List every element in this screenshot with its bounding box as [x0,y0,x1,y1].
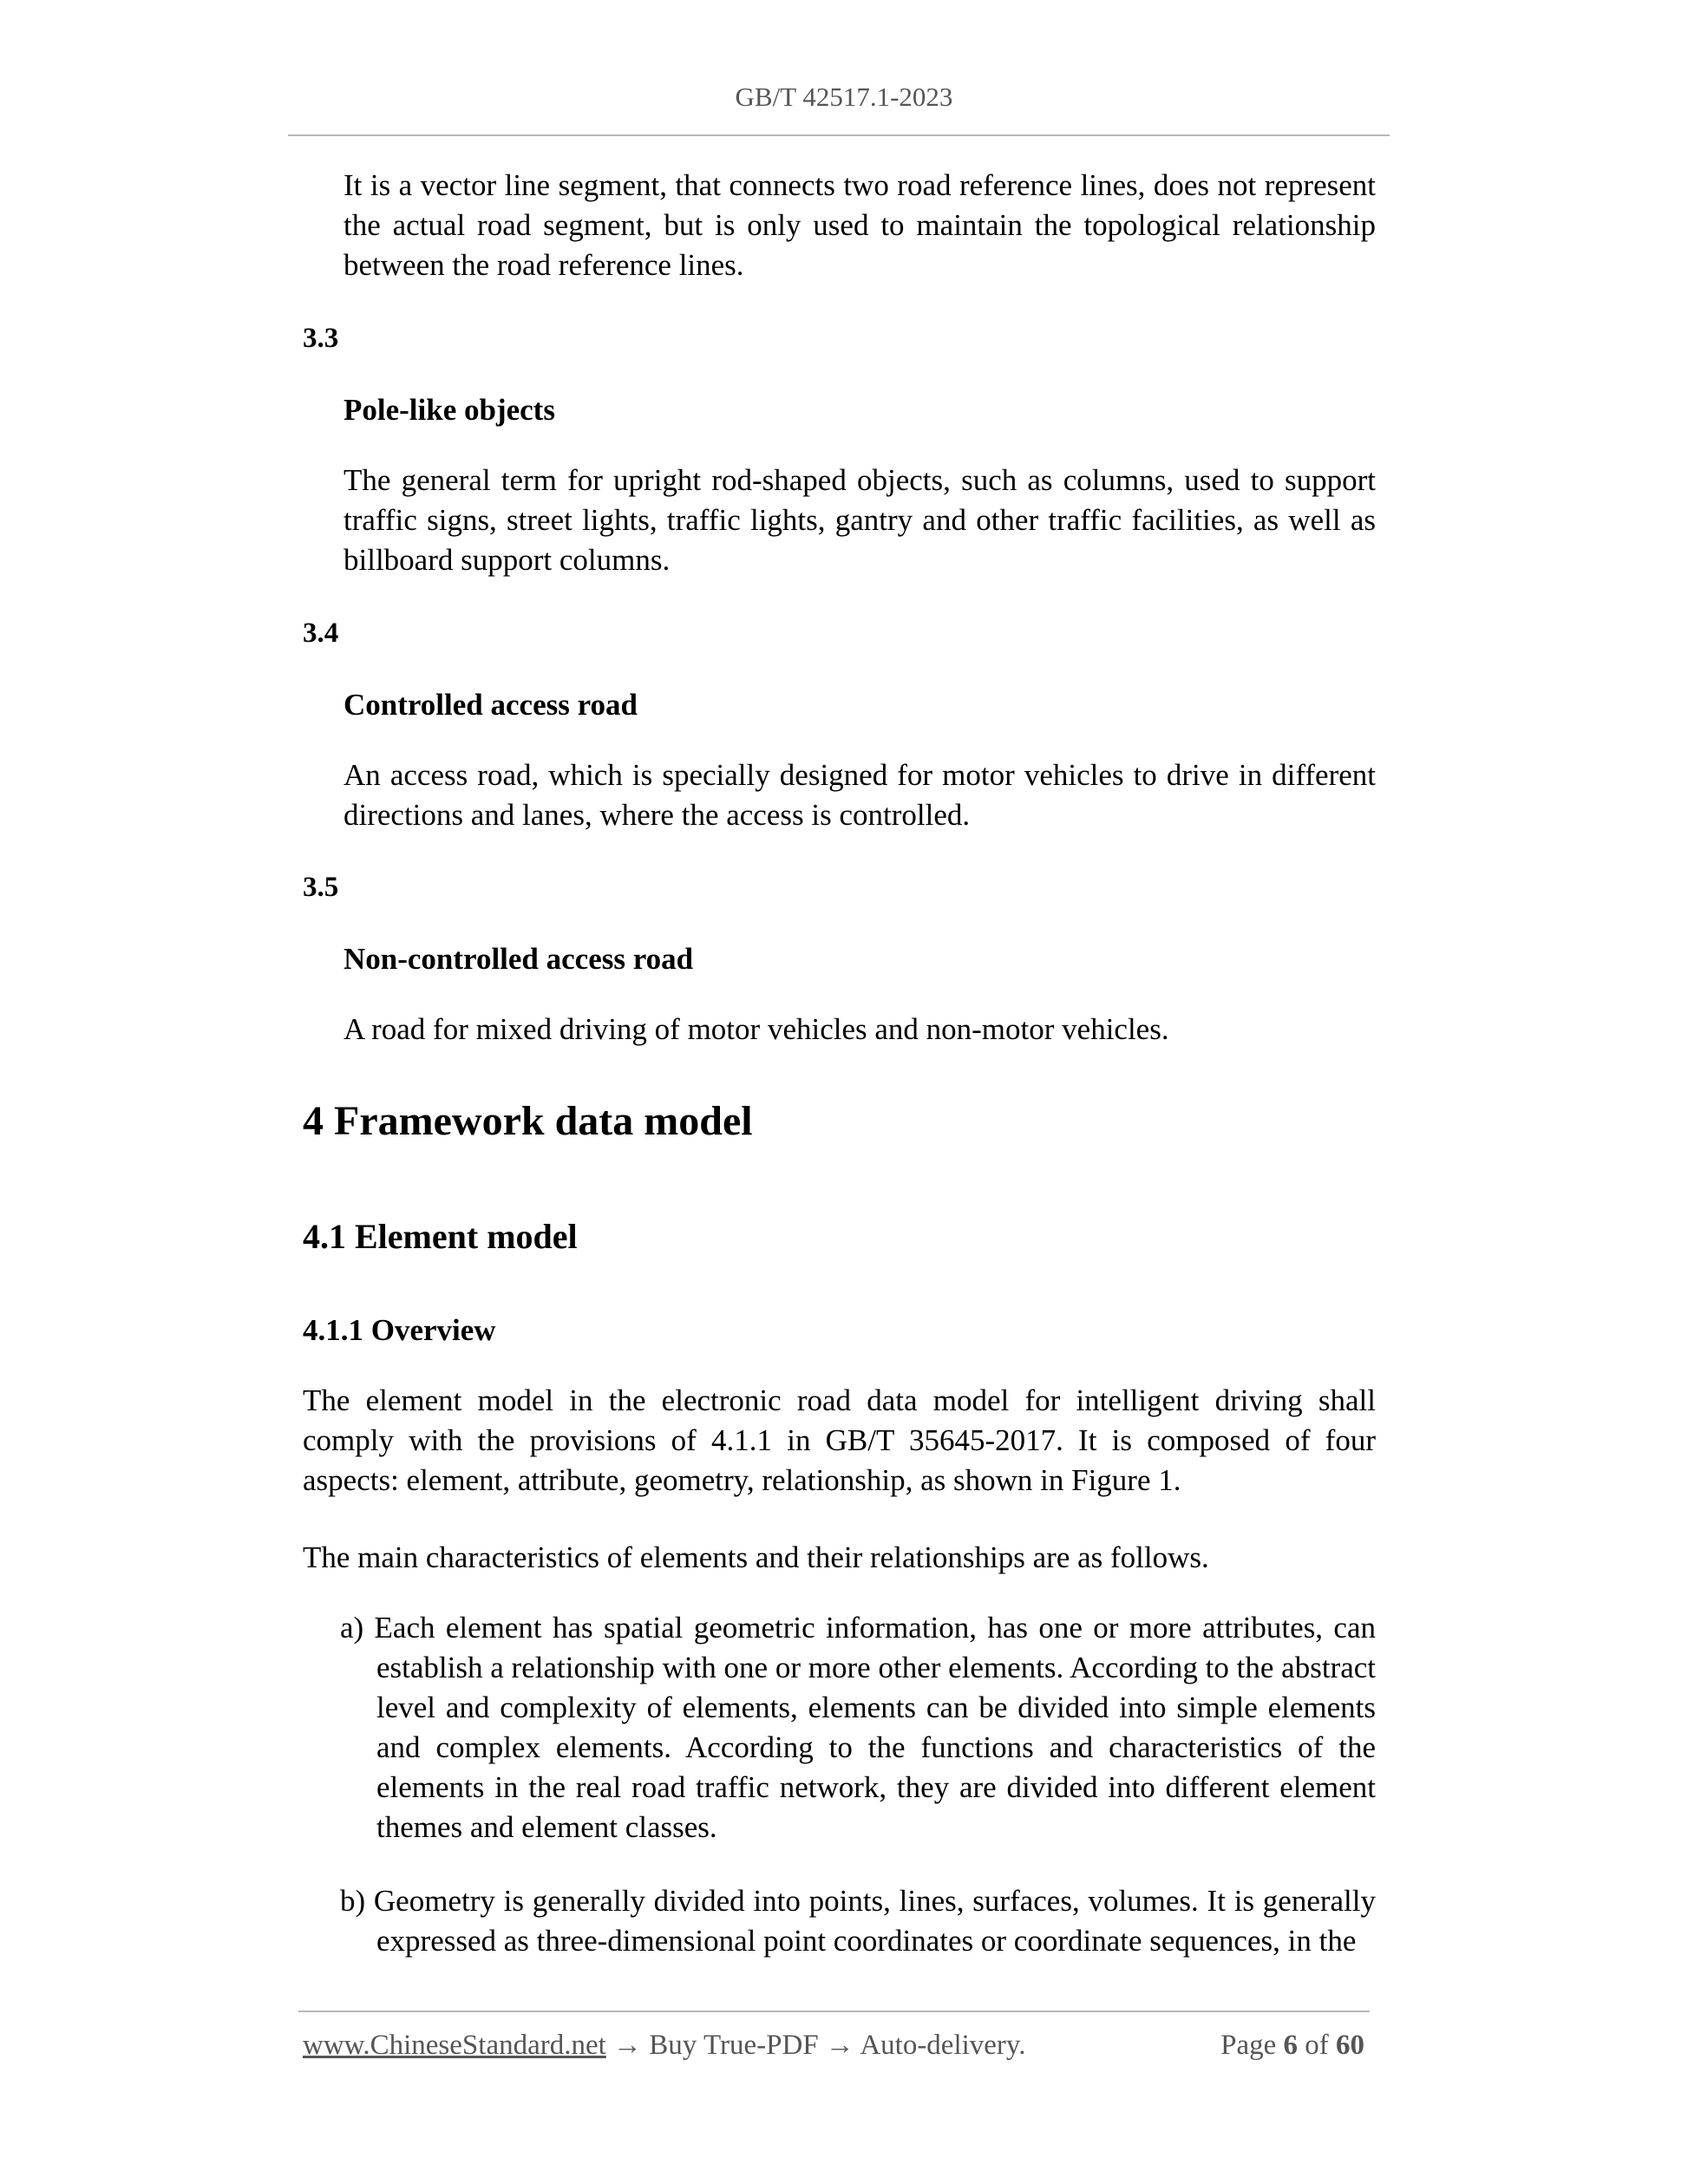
term-definition: A road for mixed driving of motor vehicles and non-motor vehicles. [343,1012,1169,1046]
page-label: Page [1220,2030,1277,2061]
list-item: b) Geometry is generally divided into points, lines, surfaces, volumes. It is generally expressed as three-dimensional point coordinates or coordinate sequences, in the [340,1884,1376,1958]
page-number [1220,2030,1364,2062]
section-heading: 4 Framework data model [303,1098,753,1144]
body-paragraph: The main characteristics of elements and their relationships are as follows. [303,1540,1209,1574]
page-current: 6 [1283,2030,1298,2061]
term-name: Non-controlled access road [343,942,694,976]
header-divider [288,134,1390,136]
footer-promo [303,2030,1026,2062]
term-number: 3.3 [303,323,339,354]
subsection-heading: 4.1 Element model [303,1217,578,1256]
running-header: GB/T 42517.1-2023 [735,82,953,112]
term-definition: The general term for upright rod-shaped objects, such as columns, used to support traffic signs, street lights, traffic lights, gantry and other traffic facilities, as well as billboard support columns. [343,463,1376,577]
term-definition: An access road, which is specially designed for motor vehicles to drive in different directions and lanes, where the access is controlled. [343,758,1376,832]
page-of: of [1305,2030,1329,2061]
footer-divider [298,2011,1370,2012]
buy-text: Buy True-PDF [649,2030,819,2061]
term-number: 3.4 [303,618,339,649]
term-number: 3.5 [303,872,339,903]
page-total: 60 [1336,2030,1364,2061]
delivery-text: Auto-delivery. [860,2030,1026,2061]
subsubsection-heading: 4.1.1 Overview [303,1313,496,1347]
term-name: Pole-like objects [343,393,555,427]
list-item: a) Each element has spatial geometric information, has one or more attributes, can establish a relationship with one or more other elements. According to the abstract level and complexity of elements, elements can be divided into simple elements and complex elements. According to the functions and characteristics of the elements in the real road traffic network, they are divided into different element themes and element classes. [340,1611,1376,1844]
arrow-icon: → [825,2030,854,2061]
website-link[interactable]: www.ChineseStandard.net [303,2030,606,2061]
arrow-icon: → [613,2030,643,2061]
body-paragraph: The element model in the electronic road data model for intelligent driving shall comply with the provisions of 4.1.1 in GB/T 35645-2017. It is composed of four aspects: element, attribute, geometry, relationship, as shown in Figure 1. [303,1383,1376,1497]
intro-paragraph: It is a vector line segment, that connects two road reference lines, does not represent the actual road segment, but is only used to maintain the topological relationship between the road reference lines. [343,168,1376,282]
term-name: Controlled access road [343,688,638,722]
